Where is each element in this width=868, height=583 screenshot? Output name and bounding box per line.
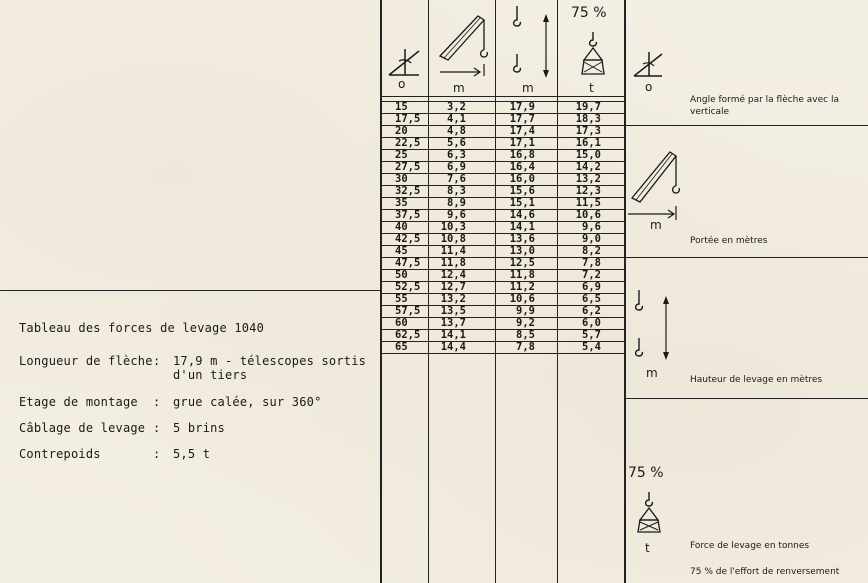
table-row	[381, 293, 625, 305]
reach-cell: 8,9	[447, 197, 466, 209]
table-row	[381, 329, 625, 341]
legend-angle-text-line1: Angle formé par la flèche avec la	[690, 95, 839, 105]
reeving-value: 5 brins	[173, 421, 225, 435]
table-row	[381, 113, 625, 125]
angle-cell: 62,5	[395, 329, 421, 341]
angle-cell: 60	[395, 317, 408, 329]
col4-percent: 75 %	[571, 5, 607, 21]
load-cell: 15,0	[575, 149, 601, 161]
load-cell: 16,1	[575, 137, 601, 149]
angle-cell: 37,5	[395, 209, 421, 221]
mounting-value: grue calée, sur 360°	[173, 395, 322, 409]
angle-cell: 57,5	[395, 305, 421, 317]
legend-divider-1	[626, 125, 868, 126]
table-row	[381, 305, 625, 317]
angle-cell: 45	[395, 245, 408, 257]
col1-unit: o	[398, 77, 406, 91]
reach-cell: 13,5	[440, 305, 466, 317]
reach-cell: 11,8	[440, 257, 466, 269]
height-cell: 17,9	[509, 101, 535, 113]
load-cell: 5,4	[582, 341, 601, 353]
load-cell: 6,0	[582, 317, 601, 329]
load-cell: 12,3	[575, 185, 601, 197]
reach-cell: 6,3	[447, 149, 466, 161]
legend-reach-text: Portée en mètres	[690, 236, 768, 246]
reeving-colon: :	[153, 421, 161, 435]
table-row	[381, 101, 625, 113]
angle-cell: 50	[395, 269, 408, 281]
reach-cell: 13,2	[440, 293, 466, 305]
height-cell: 9,9	[516, 305, 535, 317]
reach-cell: 14,1	[440, 329, 466, 341]
load-cell: 17,3	[575, 125, 601, 137]
legend-crane-boom-icon	[628, 146, 688, 224]
counterweight-value: 5,5 t	[173, 447, 211, 461]
legend-height-unit: m	[646, 366, 658, 380]
load-cell: 14,2	[575, 161, 601, 173]
reach-cell: 14,4	[440, 341, 466, 353]
table-row	[381, 269, 625, 281]
height-cell: 13,0	[509, 245, 535, 257]
height-cell: 12,5	[509, 257, 535, 269]
height-cell: 9,2	[516, 317, 535, 329]
load-weight-icon	[580, 32, 606, 78]
legend-force-percent: 75 %	[628, 465, 664, 481]
load-cell: 6,9	[582, 281, 601, 293]
load-cell: 7,8	[582, 257, 601, 269]
angle-cell: 17,5	[395, 113, 421, 125]
legend-load-weight-icon	[636, 492, 662, 538]
angle-cell: 30	[395, 173, 408, 185]
reach-cell: 12,7	[440, 281, 466, 293]
legend-angle-text-line2: verticale	[690, 107, 730, 117]
reach-cell: 13,7	[440, 317, 466, 329]
table-row	[381, 209, 625, 221]
col3-unit: m	[522, 81, 534, 95]
table-row	[381, 341, 625, 353]
table-row	[381, 149, 625, 161]
legend-hook-height-icon	[630, 288, 678, 368]
table-header-rule	[380, 96, 626, 97]
reach-cell: 12,4	[440, 269, 466, 281]
angle-cell: 42,5	[395, 233, 421, 245]
reach-cell: 9,6	[447, 209, 466, 221]
angle-cell: 27,5	[395, 161, 421, 173]
load-cell: 13,2	[575, 173, 601, 185]
height-cell: 16,0	[509, 173, 535, 185]
reach-cell: 10,8	[440, 233, 466, 245]
table-row	[381, 173, 625, 185]
col2-unit: m	[453, 81, 465, 95]
boom-length-colon: :	[153, 354, 161, 368]
reach-cell: 4,8	[447, 125, 466, 137]
table-row	[381, 137, 625, 149]
counterweight-label: Contrepoids	[19, 447, 101, 461]
counterweight-colon: :	[153, 447, 161, 461]
legend-divider-2	[626, 257, 868, 258]
reach-cell: 6,9	[447, 161, 466, 173]
angle-cell: 35	[395, 197, 408, 209]
height-cell: 15,1	[509, 197, 535, 209]
legend-force-unit: t	[645, 541, 650, 555]
table-row	[381, 221, 625, 233]
height-cell: 17,4	[509, 125, 535, 137]
reach-cell: 7,6	[447, 173, 466, 185]
angle-cell: 65	[395, 341, 408, 353]
boom-length-value-line1: 17,9 m - télescopes sortis	[173, 354, 367, 368]
legend-angle-icon	[630, 50, 666, 84]
legend-reach-unit: m	[650, 218, 662, 232]
angle-cell: 25	[395, 149, 408, 161]
angle-cell: 47,5	[395, 257, 421, 269]
load-cell: 5,7	[582, 329, 601, 341]
table-row	[381, 197, 625, 209]
reach-cell: 11,4	[440, 245, 466, 257]
left-divider	[0, 290, 381, 291]
load-cell: 8,2	[582, 245, 601, 257]
crane-boom-icon	[436, 10, 492, 80]
angle-cell: 22,5	[395, 137, 421, 149]
table-row	[381, 281, 625, 293]
height-cell: 14,1	[509, 221, 535, 233]
table-row	[381, 245, 625, 257]
load-cell: 11,5	[575, 197, 601, 209]
height-cell: 8,5	[516, 329, 535, 341]
angle-cell: 52,5	[395, 281, 421, 293]
angle-cell: 32,5	[395, 185, 421, 197]
load-cell: 7,2	[582, 269, 601, 281]
col4-unit: t	[589, 81, 594, 95]
height-cell: 13,6	[509, 233, 535, 245]
table-row	[381, 185, 625, 197]
load-cell: 19,7	[575, 101, 601, 113]
table-row	[381, 125, 625, 137]
height-cell: 17,7	[509, 113, 535, 125]
height-cell: 7,8	[516, 341, 535, 353]
height-cell: 16,4	[509, 161, 535, 173]
reach-cell: 8,3	[447, 185, 466, 197]
load-cell: 18,3	[575, 113, 601, 125]
angle-cell: 55	[395, 293, 408, 305]
legend-divider-3	[626, 398, 868, 399]
table-bottom-rule	[381, 353, 625, 354]
height-cell: 14,6	[509, 209, 535, 221]
height-cell: 16,8	[509, 149, 535, 161]
angle-cell: 15	[395, 101, 408, 113]
table-row	[381, 233, 625, 245]
legend-force-text-line1: Force de levage en tonnes	[690, 541, 810, 551]
document-title: Tableau des forces de levage 1040	[19, 321, 265, 335]
legend-height-text: Hauteur de levage en mètres	[690, 375, 823, 385]
reach-cell: 3,2	[447, 101, 466, 113]
load-cell: 9,0	[582, 233, 601, 245]
load-cell: 10,6	[575, 209, 601, 221]
legend-angle-unit: o	[645, 80, 653, 94]
table-row	[381, 161, 625, 173]
legend-force-text-line2: 75 % de l'effort de renversement	[690, 567, 840, 577]
boom-length-label: Longueur de flèche	[19, 354, 153, 368]
table-row	[381, 317, 625, 329]
height-cell: 17,1	[509, 137, 535, 149]
reach-cell: 5,6	[447, 137, 466, 149]
hook-height-icon	[508, 4, 556, 84]
mounting-colon: :	[153, 395, 161, 409]
load-cell: 6,2	[582, 305, 601, 317]
load-cell: 9,6	[582, 221, 601, 233]
boom-length-value-line2: d'un tiers	[173, 368, 248, 382]
height-cell: 15,6	[509, 185, 535, 197]
height-cell: 10,6	[509, 293, 535, 305]
angle-cell: 20	[395, 125, 408, 137]
load-cell: 6,5	[582, 293, 601, 305]
reeving-label: Câblage de levage	[19, 421, 146, 435]
table-row	[381, 257, 625, 269]
angle-cell: 40	[395, 221, 408, 233]
height-cell: 11,8	[509, 269, 535, 281]
reach-cell: 4,1	[447, 113, 466, 125]
reach-cell: 10,3	[440, 221, 466, 233]
mounting-label: Etage de montage	[19, 395, 138, 409]
height-cell: 11,2	[509, 281, 535, 293]
